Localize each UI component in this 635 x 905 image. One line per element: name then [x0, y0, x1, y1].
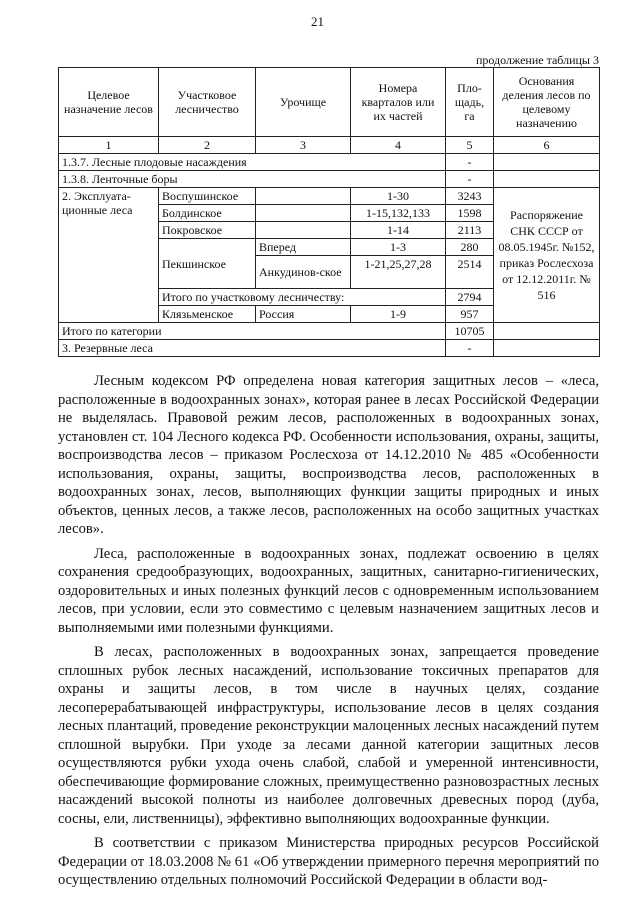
area-cell: 3243 [446, 188, 494, 205]
empty-cell [494, 154, 600, 171]
quarters-cell: 1-30 [351, 188, 446, 205]
total-area: 10705 [446, 323, 494, 340]
total-label: Итого по категории [59, 323, 446, 340]
table-row [59, 340, 600, 357]
forestry-name: Пекшинское [159, 239, 256, 289]
area-cell: 2514 [446, 256, 494, 289]
empty-cell [256, 188, 351, 205]
forestry-name: Клязьменское [159, 306, 256, 323]
quarters-cell: 1-14 [351, 222, 446, 239]
col-number: 5 [446, 137, 494, 154]
subtotal-label: Итого по участковому лесничеству: [159, 289, 446, 306]
table-continuation-note: продолжение таблицы 3 [475, 53, 599, 67]
page-number: 21 [311, 14, 324, 29]
row-area: - [446, 154, 494, 171]
area-cell: 1598 [446, 205, 494, 222]
row-label: 1.3.7. Лесные плодовые насаждения [59, 154, 446, 171]
tract-name: Анкудинов-ское [256, 256, 351, 289]
empty-cell [256, 205, 351, 222]
quarters-cell: 1-21,25,27,28 [351, 256, 446, 289]
col-number: 6 [494, 137, 600, 154]
empty-cell [494, 323, 600, 340]
forestry-name: Покровское [159, 222, 256, 239]
table-row [59, 171, 600, 188]
subtotal-area: 2794 [446, 289, 494, 306]
header-tract: Урочище [256, 68, 351, 137]
forest-purpose-table [58, 67, 600, 357]
col-number: 2 [159, 137, 256, 154]
col-number: 4 [351, 137, 446, 154]
quarters-cell: 1-9 [351, 306, 446, 323]
header-purpose: Целевое назначение лесов [59, 68, 159, 137]
empty-cell [256, 222, 351, 239]
header-forestry: Участковое лесничество [159, 68, 256, 137]
table-row [59, 154, 600, 171]
paragraph: Лесным кодексом РФ определена новая категория защитных лесов – «леса, расположенные в водоохранных зонах», которая ранее в лесах Российской Федерации не выделялась. Правовой режим лесов, расположенных в водоохранных зонах, установлен ст. 104 Лесного кодекса РФ. Особенности использования, охраны, защиты, воспроизводства лесов – приказом Рослесхоза от 14.12.2010 № 485 «Особенности использования, охраны, защиты, воспроизводства лесов, расположенных в водоохранных зонах, лесов, выполняющих функции защиты природных и иных объектов, ценных лесов, а также лесов, расположенных на особо защитных участках лесов». [58, 373, 599, 537]
area-cell: 957 [446, 306, 494, 323]
col-number: 3 [256, 137, 351, 154]
header-quarters: Номера кварталов или их частей [351, 68, 446, 137]
tract-name: Вперед [256, 239, 351, 256]
tract-name: Россия [256, 306, 351, 323]
column-number-row [59, 137, 600, 154]
category-label: 2. Эксплуата-ционные леса [59, 188, 159, 323]
body-text [58, 372, 599, 896]
area-cell: 2113 [446, 222, 494, 239]
paragraph: В соответствии с приказом Министерства природных ресурсов Российской Федерации от 18.03.2008 № 61 «Об утверждении примерного перечня мероприятий по осуществлению отдельных полномочий Российской Федерации в области вод- [58, 835, 599, 888]
basis-cell: Распоряжение СНК СССР от 08.05.1945г. №152, приказ Рослесхоза от 12.12.2011г. № 516 [494, 188, 600, 323]
area-cell: 280 [446, 239, 494, 256]
row-area: - [446, 340, 494, 357]
col-number: 1 [59, 137, 159, 154]
table-header-row [59, 68, 600, 137]
empty-cell [494, 171, 600, 188]
paragraph: Леса, расположенные в водоохранных зонах, подлежат освоению в целях сохранения средообразующих, водоохранных, защитных, санитарно-гигиенических, оздоровительных и иных полезных функций лесов с одновременным использованием лесов, при условии, если это совместимо с целевым назначением защитных лесов и выполняемыми ими полезными функциями. [58, 545, 599, 636]
header-basis: Основания деления лесов по целевому назначению [494, 68, 600, 137]
table-row [59, 188, 600, 205]
row-area: - [446, 171, 494, 188]
forestry-name: Воспушинское [159, 188, 256, 205]
quarters-cell: 1-3 [351, 239, 446, 256]
paragraph: В лесах, расположенных в водоохранных зонах, запрещается проведение сплошных рубок лесных насаждений, использование токсичных препаратов для охраны и защиты лесов, в том числе в научных целях, создание лесоперерабатывающей инфраструктуры, использование лесов в целях создания лесных плантаций, проведение реконструкции малоценных лесных насаждений путем сплошной вырубки. При уходе за лесами данной категории защитных лесов осуществляются рубки ухода очень слабой, слабой и умеренной интенсивности, обеспечивающие формирование сложных, преимущественно разновозрастных лесных насаждений высокой полноты из наиболее долговечных древесных пород (дуба, сосны, ели, лиственницы), эффективно выполняющих водоохранные функции. [58, 644, 599, 827]
table-row [59, 323, 600, 340]
empty-cell [494, 340, 600, 357]
row-label: 1.3.8. Ленточные боры [59, 171, 446, 188]
forestry-name: Болдинское [159, 205, 256, 222]
row-label: 3. Резервные леса [59, 340, 446, 357]
header-area: Пло-щадь, га [446, 68, 494, 137]
quarters-cell: 1-15,132,133 [351, 205, 446, 222]
